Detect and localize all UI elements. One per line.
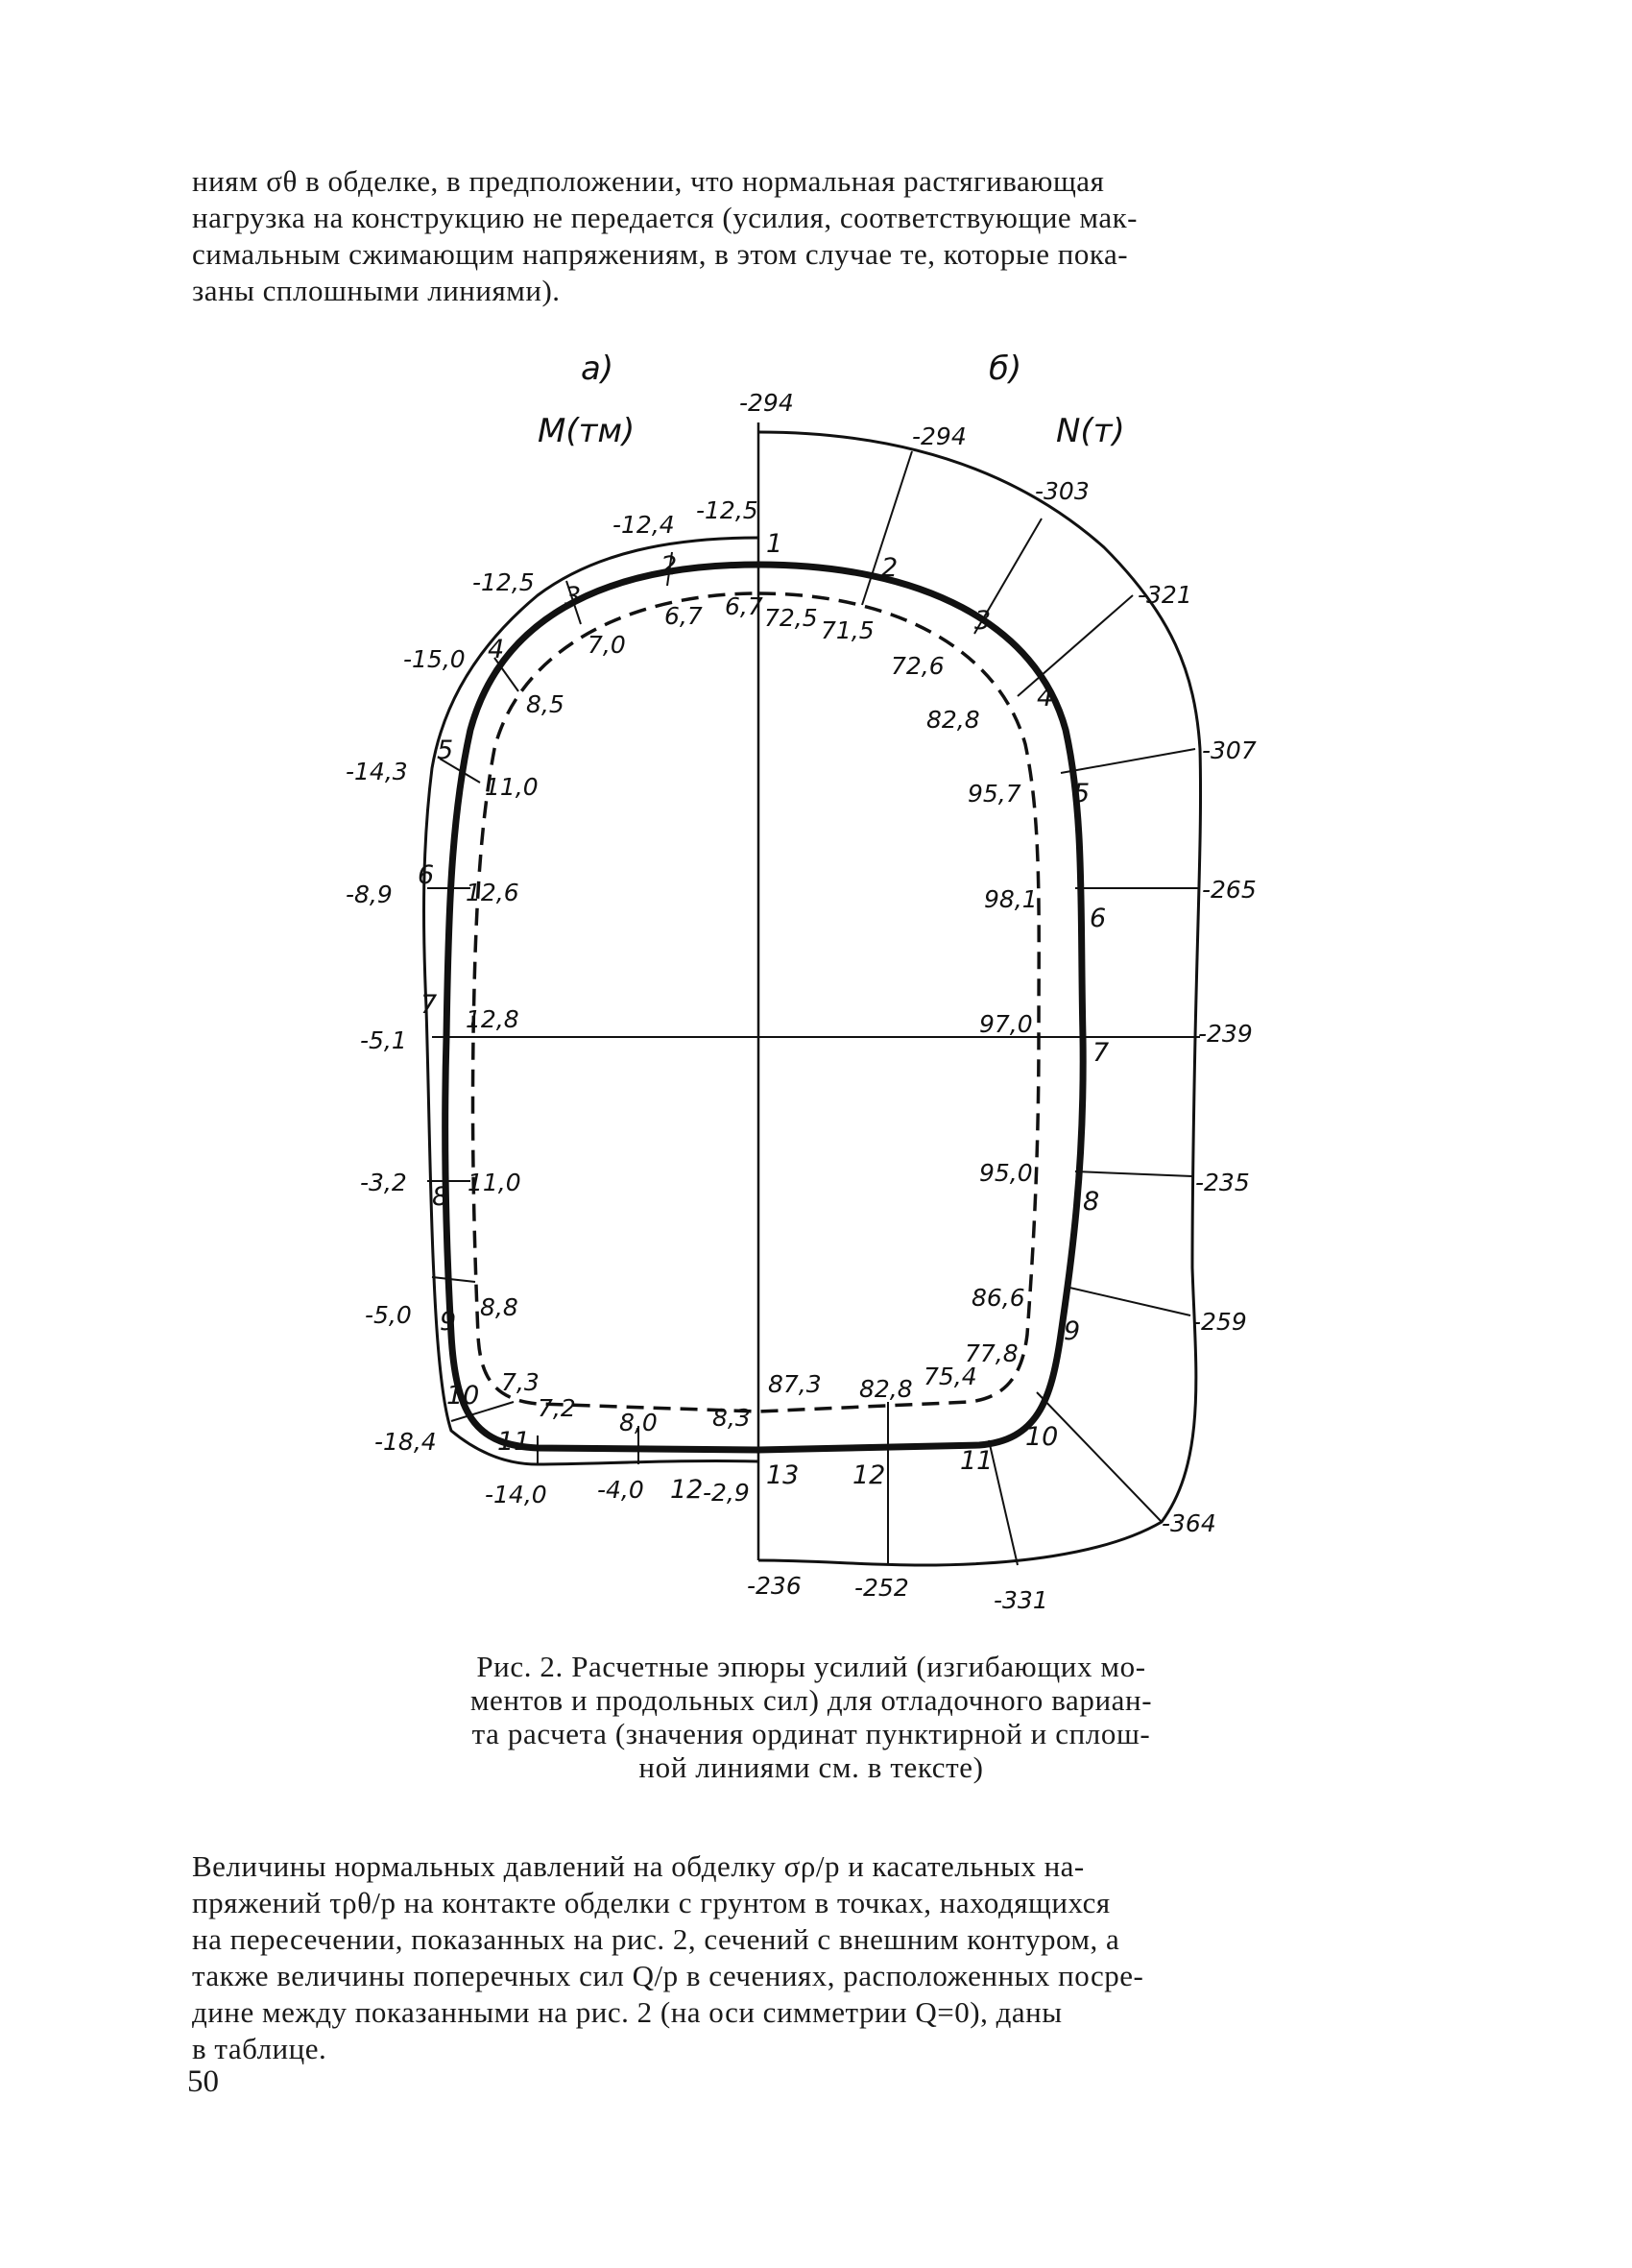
intro-line: ниям σθ в обделке, в предположении, что нормальная растягивающая <box>192 164 1105 198</box>
moment-outer-value: -12,4 <box>612 511 675 539</box>
point-label: 2 <box>881 553 899 583</box>
force-inner-value: 87,3 <box>768 1370 822 1398</box>
force-outer-value: -331 <box>994 1586 1048 1614</box>
point-label: 7 <box>420 990 438 1020</box>
caption-line: та расчета (значения ординат пунктирной и сплош- <box>471 1717 1151 1750</box>
panel-a-letter: а) <box>581 350 614 388</box>
intro-line: симальным сжимающим напряжениям, в этом случае те, которые пока- <box>192 237 1129 271</box>
moment-inner-value: 8,3 <box>712 1404 751 1432</box>
force-inner-value: 97,0 <box>979 1010 1033 1038</box>
point-label: 6 <box>418 860 435 890</box>
force-outer-value: -364 <box>1162 1509 1216 1537</box>
moment-outer-value: -5,0 <box>365 1301 412 1329</box>
outro-line: на пересечении, показанных на рис. 2, сечений с внешним контуром, а <box>192 1922 1120 1956</box>
moment-outer-value: -18,4 <box>374 1428 437 1456</box>
point-label: 3 <box>974 606 992 636</box>
point-label: 12 <box>670 1475 704 1505</box>
moment-outer-value: -14,0 <box>485 1481 547 1508</box>
force-outer-value: -303 <box>1035 477 1090 505</box>
force-inner-value: 95,7 <box>968 780 1021 808</box>
point-label: 7 <box>1092 1038 1110 1068</box>
point-label: 11 <box>960 1446 994 1476</box>
moment-outer-value: -12,5 <box>696 496 758 524</box>
moment-inner-value: 6,7 <box>725 592 763 620</box>
outro-line: в таблице. <box>192 2032 327 2065</box>
force-outer-value: -239 <box>1198 1020 1253 1048</box>
moment-inner-value: 8,8 <box>480 1293 518 1321</box>
outro-line: Величины нормальных давлений на обделку σρ/p и касательных на- <box>192 1849 1085 1883</box>
force-inner-value: 95,0 <box>979 1159 1033 1187</box>
outro-paragraph <box>192 1848 1421 2067</box>
moment-inner-value: 7,2 <box>538 1394 576 1422</box>
point-label: 8 <box>432 1182 449 1212</box>
force-inner-value: 72,6 <box>891 652 945 680</box>
moment-outer-value: -4,0 <box>597 1476 644 1504</box>
point-label: 11 <box>497 1427 531 1457</box>
moment-outer-value: -14,3 <box>346 758 408 785</box>
moment-ordinates <box>427 552 672 1464</box>
panel-a-title: M(тм) <box>538 412 636 450</box>
caption-line: Рис. 2. Расчетные эпюры усилий (изгибающих мо- <box>476 1650 1146 1683</box>
point-label: 5 <box>437 736 454 765</box>
moment-outer-value: -2,9 <box>703 1479 750 1507</box>
point-label: 4 <box>1037 683 1054 712</box>
panel-b-title: N(т) <box>1056 412 1125 450</box>
moment-outer-value: -15,0 <box>403 645 466 673</box>
force-inner-value: 75,4 <box>924 1363 977 1390</box>
caption-line: ной линиями см. в тексте) <box>638 1750 984 1784</box>
point-label: 3 <box>564 582 582 612</box>
point-label: 5 <box>1073 779 1091 808</box>
point-label: 2 <box>660 551 678 581</box>
force-outer-value: -294 <box>739 389 794 417</box>
point-label: 9 <box>440 1307 457 1337</box>
force-outer-value: -307 <box>1202 736 1257 764</box>
force-outer-value: -235 <box>1195 1169 1250 1196</box>
point-label: 13 <box>766 1460 800 1490</box>
moment-inner-value: 8,5 <box>526 690 564 718</box>
intro-line: нагрузка на конструкцию не передается (усилия, соответствующие мак- <box>192 201 1138 234</box>
moment-inner-value: 7,0 <box>588 631 626 659</box>
moment-inner-value: 11,0 <box>468 1169 521 1196</box>
moment-outer-value: -12,5 <box>472 568 535 596</box>
point-label: 8 <box>1083 1187 1100 1217</box>
force-inner-value: 72,5 <box>764 604 818 632</box>
point-label: 4 <box>488 635 505 664</box>
moment-outer-value: -3,2 <box>360 1169 407 1196</box>
force-outer-value: -294 <box>912 422 967 450</box>
force-outer-value: -321 <box>1138 581 1192 609</box>
point-label: 10 <box>1025 1422 1059 1452</box>
force-outer-value: -265 <box>1202 876 1257 904</box>
force-outer-value: -259 <box>1192 1308 1247 1336</box>
point-label: 9 <box>1064 1316 1081 1346</box>
moment-inner-value: 12,8 <box>466 1005 519 1033</box>
force-inner-value: 86,6 <box>972 1284 1025 1312</box>
moment-outer-value: -5,1 <box>360 1026 407 1054</box>
moment-outer-value: -8,9 <box>346 881 393 908</box>
force-inner-value: 71,5 <box>821 616 875 644</box>
moment-inner-value: 6,7 <box>664 602 703 630</box>
page-number: 50 <box>187 2064 219 2099</box>
panel-b-letter: б) <box>989 350 1022 388</box>
force-outer-value: -236 <box>747 1572 802 1600</box>
force-inner-value: 82,8 <box>926 706 980 734</box>
intro-line: заны сплошными линиями). <box>192 274 561 307</box>
outro-line: пряжений τρθ/p на контакте обделки с грунтом в точках, находящихся <box>192 1886 1111 1919</box>
moment-inner-value: 7,3 <box>501 1368 540 1396</box>
point-label: 10 <box>446 1381 480 1411</box>
force-inner-value: 98,1 <box>984 885 1038 913</box>
moment-inner-value: 11,0 <box>485 773 539 801</box>
caption-line: ментов и продольных сил) для отладочного вариан- <box>469 1683 1153 1717</box>
outro-line: дине между показанными на рис. 2 (на оси симметрии Q=0), даны <box>192 1995 1063 2029</box>
force-inner-value: 77,8 <box>965 1339 1019 1367</box>
force-inner-value: 82,8 <box>859 1375 913 1403</box>
moment-inner-value: 12,6 <box>466 879 519 906</box>
figure-caption <box>370 1650 1253 1784</box>
outro-line: также величины поперечных сил Q/p в сечениях, расположенных посре- <box>192 1959 1144 1992</box>
force-diagram-outline <box>758 432 1201 1565</box>
moment-inner-value: 8,0 <box>619 1409 658 1436</box>
force-outer-value: -252 <box>854 1574 909 1602</box>
point-label: 6 <box>1090 904 1107 933</box>
point-label: 1 <box>766 529 783 559</box>
point-label: 12 <box>852 1460 886 1490</box>
